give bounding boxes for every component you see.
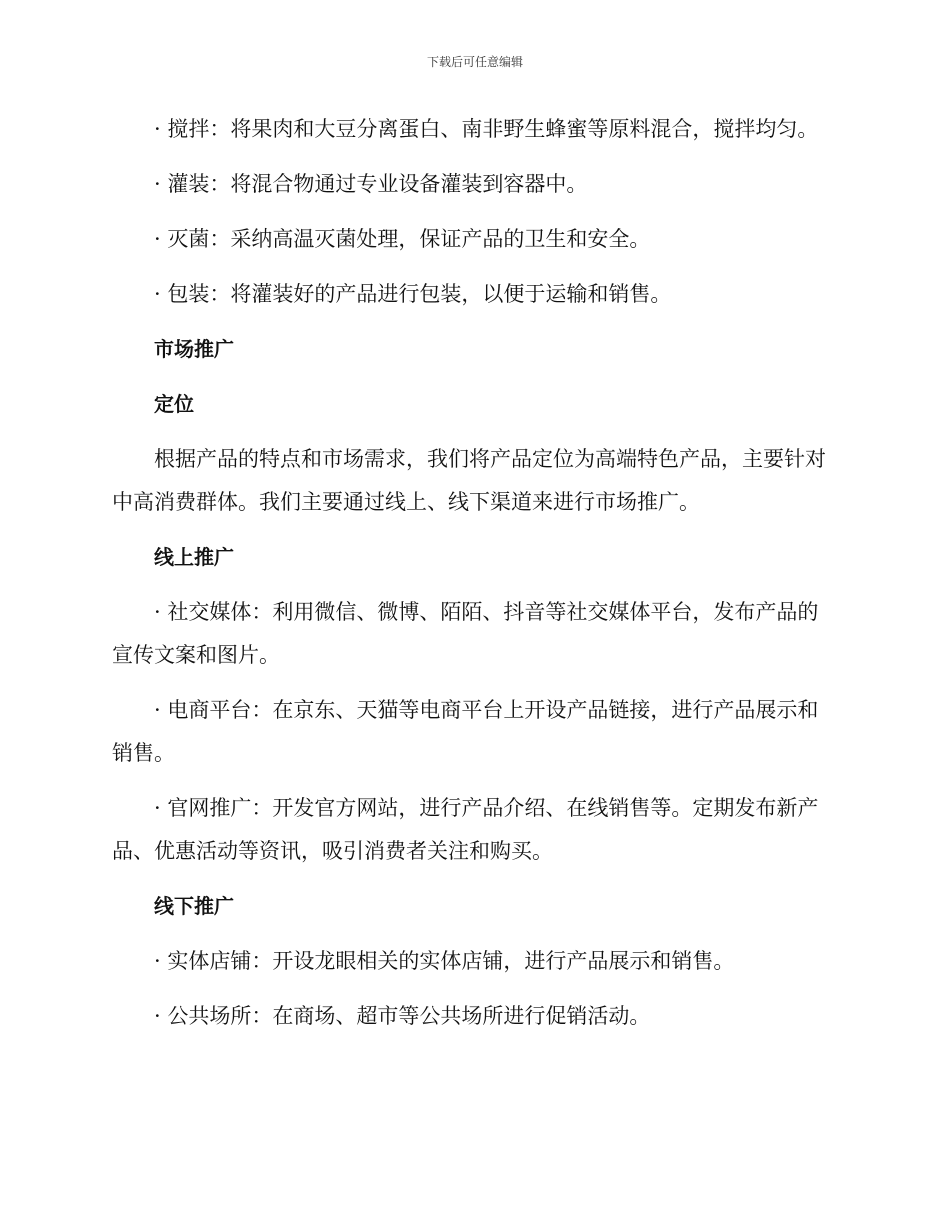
heading-online-promotion: 线上推广 — [154, 545, 234, 569]
document-body — [112, 108, 832, 1050]
heading-positioning: 定位 — [154, 392, 194, 416]
page-header: 下载后可任意编辑 — [426, 55, 523, 69]
paragraph-sterilization: · 灭菌：采纳高温灭菌处理，保证产品的卫生和安全。 — [154, 227, 651, 251]
paragraph-positioning: 根据产品的特点和市场需求，我们将产品定位为高端特色产品，主要针对中高消费群体。我们主要通过线上、线下渠道来进行市场推广。 — [112, 447, 826, 514]
paragraph-physical-store: · 实体店铺：开设龙眼相关的实体店铺，进行产品展示和销售。 — [154, 949, 735, 973]
paragraph-ecommerce: · 电商平台：在京东、天猫等电商平台上开设产品链接，进行产品展示和销售。 — [112, 698, 819, 765]
heading-offline-promotion: 线下推广 — [154, 894, 234, 918]
paragraph-filling: · 灌装：将混合物通过专业设备灌装到容器中。 — [154, 172, 588, 196]
paragraph-public-places: · 公共场所：在商场、超市等公共场所进行促销活动。 — [154, 1004, 651, 1028]
paragraph-packaging: · 包装：将灌装好的产品进行包装，以便于运输和销售。 — [154, 282, 672, 306]
heading-market-promotion: 市场推广 — [154, 337, 234, 361]
paragraph-social-media: · 社交媒体：利用微信、微博、陌陌、抖音等社交媒体平台，发布产品的宣传文案和图片。 — [112, 600, 819, 667]
paragraph-official-site: · 官网推广：开发官方网站，进行产品介绍、在线销售等。定期发布新产品、优惠活动等资讯，吸引消费者关注和购买。 — [112, 796, 819, 863]
paragraph-stirring: · 搅拌：将果肉和大豆分离蛋白、南非野生蜂蜜等原料混合，搅拌均匀。 — [154, 117, 819, 141]
